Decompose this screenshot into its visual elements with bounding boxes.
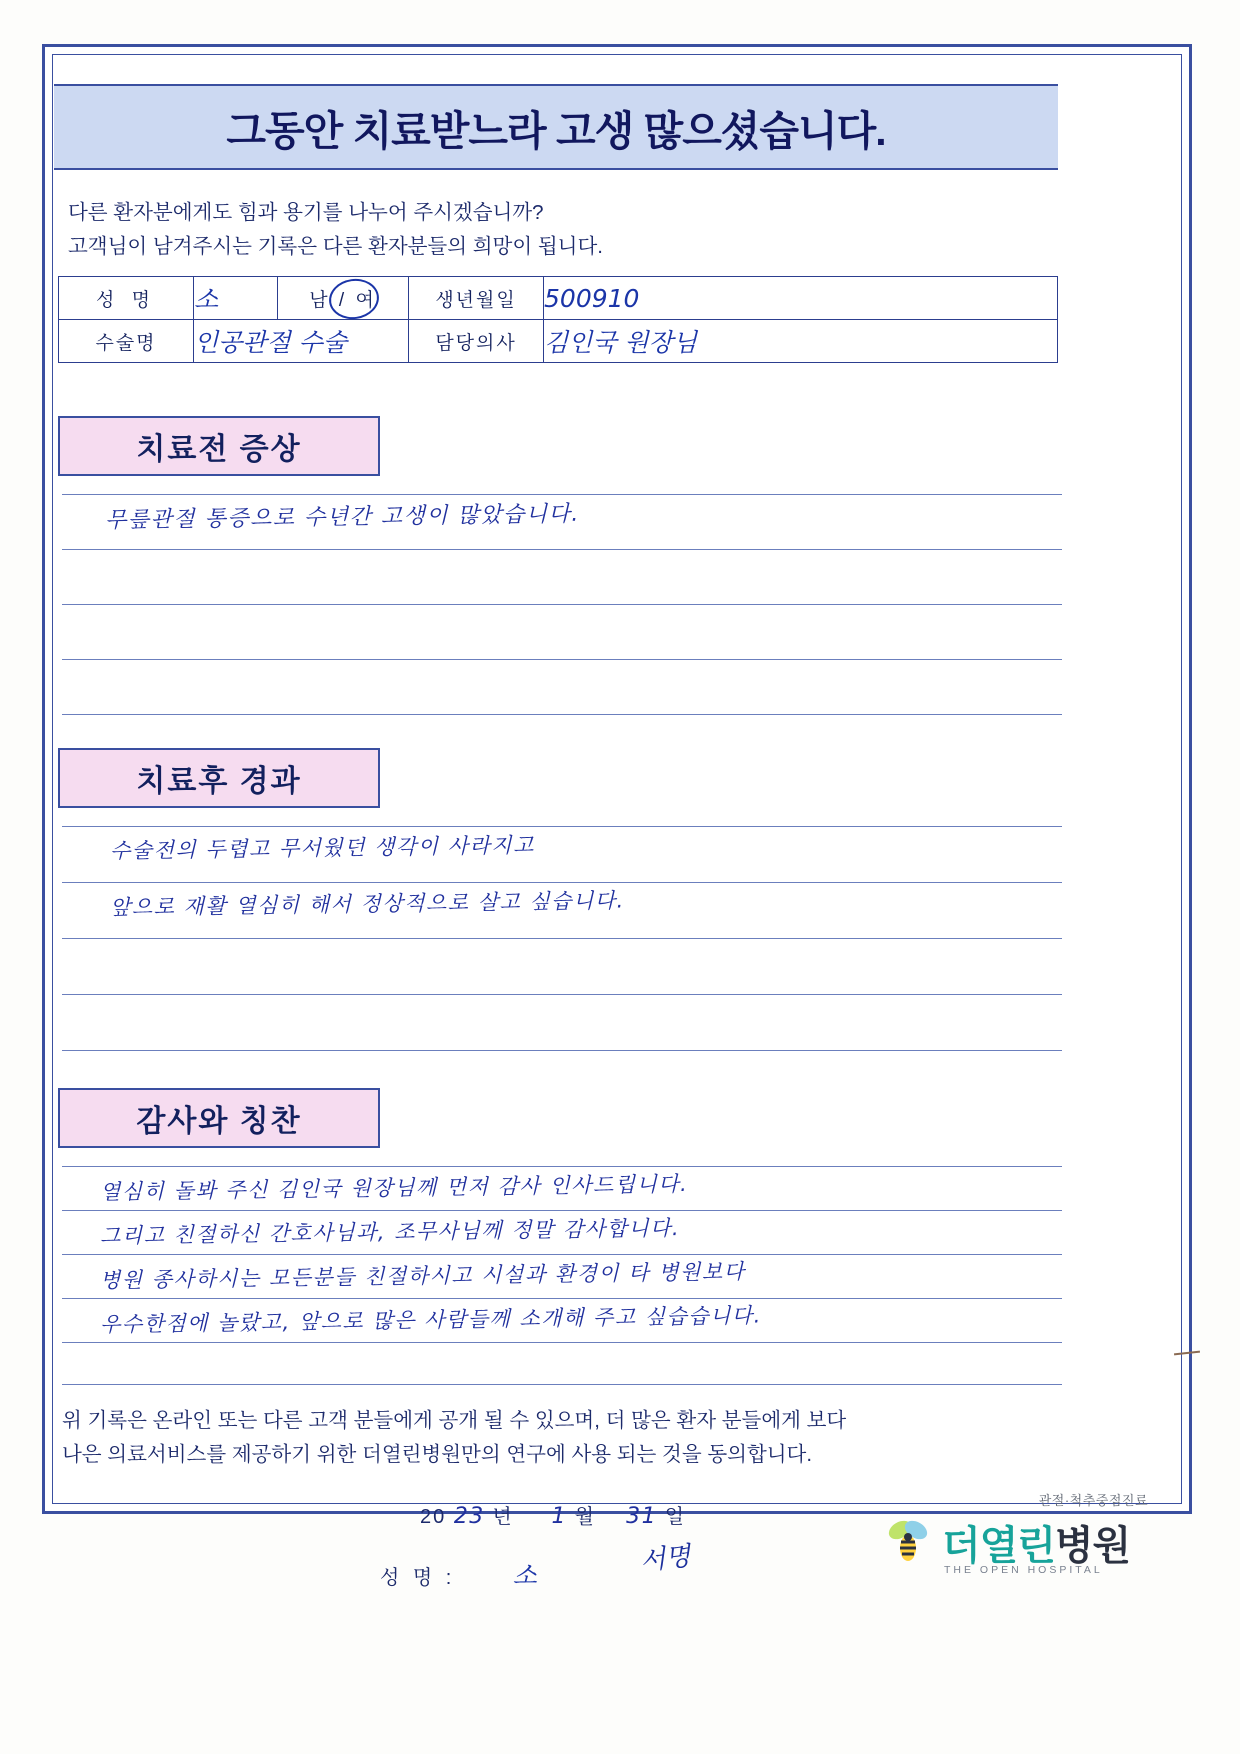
sex-field[interactable] [278, 277, 409, 320]
table-row [59, 320, 1058, 363]
rule-line [62, 1384, 1062, 1385]
sex-label: 남 / 여 [309, 289, 377, 311]
intro-line-1: 다른 환자분에게도 힘과 용기를 나누어 주시겠습니까? [68, 201, 544, 224]
consent-line-2: 나은 의료서비스를 제공하기 위한 더열린병원만의 연구에 사용 되는 것을 동의합니다. [62, 1443, 813, 1466]
intro-text [68, 196, 1028, 264]
rule-line [62, 714, 1062, 715]
symptoms-handwriting-line-1: 무릎관절 통증으로 수년간 고생이 많았습니다. [104, 501, 580, 534]
birth-label: 생년월일 [409, 277, 544, 320]
rule-line [62, 1298, 1062, 1299]
page-title: 그동안 치료받느라 고생 많으셨습니다. [226, 107, 886, 154]
doctor-handwriting: 김인국 원장님 [544, 328, 697, 357]
rule-line [62, 1342, 1062, 1343]
rule-line [62, 1050, 1062, 1051]
year-prefix: 20 [420, 1506, 447, 1528]
header-banner [54, 84, 1058, 170]
logo-name-main: 병원 [1054, 1524, 1131, 1568]
consent-line-1: 위 기록은 온라인 또는 다른 고객 분들에게 공개 될 수 있으며, 더 많은 환자 분들에게 보다 [62, 1409, 847, 1432]
signature-mark: 서명 [638, 1541, 692, 1577]
section-heading-progress: 치료후 경과 [58, 748, 380, 808]
day-value: 31 [626, 1504, 658, 1529]
logo-subtitle: THE OPEN HOSPITAL [944, 1564, 1103, 1576]
year-suffix: 년 [492, 1506, 514, 1528]
progress-handwriting-line-2: 앞으로 재활 열심히 해서 정상적으로 살고 싶습니다. [109, 888, 625, 920]
doctor-label: 담당의사 [409, 320, 544, 363]
name-handwriting: 소 [194, 285, 219, 314]
rule-line [62, 826, 1062, 827]
rule-line [62, 494, 1062, 495]
rule-line [62, 1210, 1062, 1211]
signature-line[interactable] [380, 1556, 541, 1592]
section-heading-gratitude: 감사와 칭찬 [58, 1088, 380, 1148]
rule-line [62, 994, 1062, 995]
gratitude-handwriting-line-3: 병원 종사하시는 모든분들 친절하시고 시설과 환경이 타 병원보다 [99, 1259, 746, 1293]
gratitude-handwriting-line-4: 우수한점에 놀랐고, 앞으로 많은 사람들께 소개해 주고 싶습습니다. [99, 1303, 762, 1337]
surgery-value [194, 320, 409, 363]
hospital-logo [880, 1493, 1148, 1592]
table-row [59, 277, 1058, 320]
bee-logo-icon [880, 1512, 936, 1568]
rule-line [62, 938, 1062, 939]
name-value [194, 277, 278, 320]
gratitude-handwriting-line-1: 열심히 돌봐 주신 김인국 원장님께 먼저 감사 인사드립니다. [99, 1171, 689, 1205]
intro-line-2: 고객님이 남겨주시는 기록은 다른 환자분들의 희망이 됩니다. [68, 235, 603, 258]
rule-line [62, 659, 1062, 660]
date-line[interactable] [420, 1500, 686, 1529]
signature-name-value: 소 [512, 1561, 541, 1590]
birth-value [544, 277, 1058, 320]
patient-info-table [58, 276, 1058, 363]
logo-wordmark [942, 1514, 1130, 1571]
month-value: 1 [551, 1504, 567, 1529]
rule-line [62, 1254, 1062, 1255]
name-label: 성 명 [59, 277, 194, 320]
logo-tagline: 관절·척추중점진료 [1038, 1493, 1148, 1508]
surgery-label: 수술명 [59, 320, 194, 363]
birth-handwriting: 500910 [544, 283, 640, 313]
day-suffix: 일 [664, 1506, 687, 1528]
rule-line [62, 882, 1062, 883]
doctor-value [544, 320, 1058, 363]
gratitude-handwriting-line-2: 그리고 친절하신 간호사님과, 조무사님께 정말 감사합니다. [99, 1215, 681, 1249]
progress-handwriting-line-1: 수술전의 두렵고 무서웠던 생각이 사라지고 [109, 833, 536, 863]
rule-line [62, 604, 1062, 605]
logo-name-accent: 더열린 [942, 1524, 1055, 1568]
year-value: 23 [453, 1504, 485, 1529]
surgery-handwriting: 인공관절 수술 [194, 328, 347, 357]
consent-text [62, 1404, 1072, 1472]
section-heading-symptoms: 치료전 증상 [58, 416, 380, 476]
signature-name-label: 성 명 : [380, 1567, 456, 1589]
sex-circle-mark [326, 276, 381, 323]
month-suffix: 월 [574, 1506, 596, 1528]
rule-line [62, 549, 1062, 550]
rule-line [62, 1166, 1062, 1167]
